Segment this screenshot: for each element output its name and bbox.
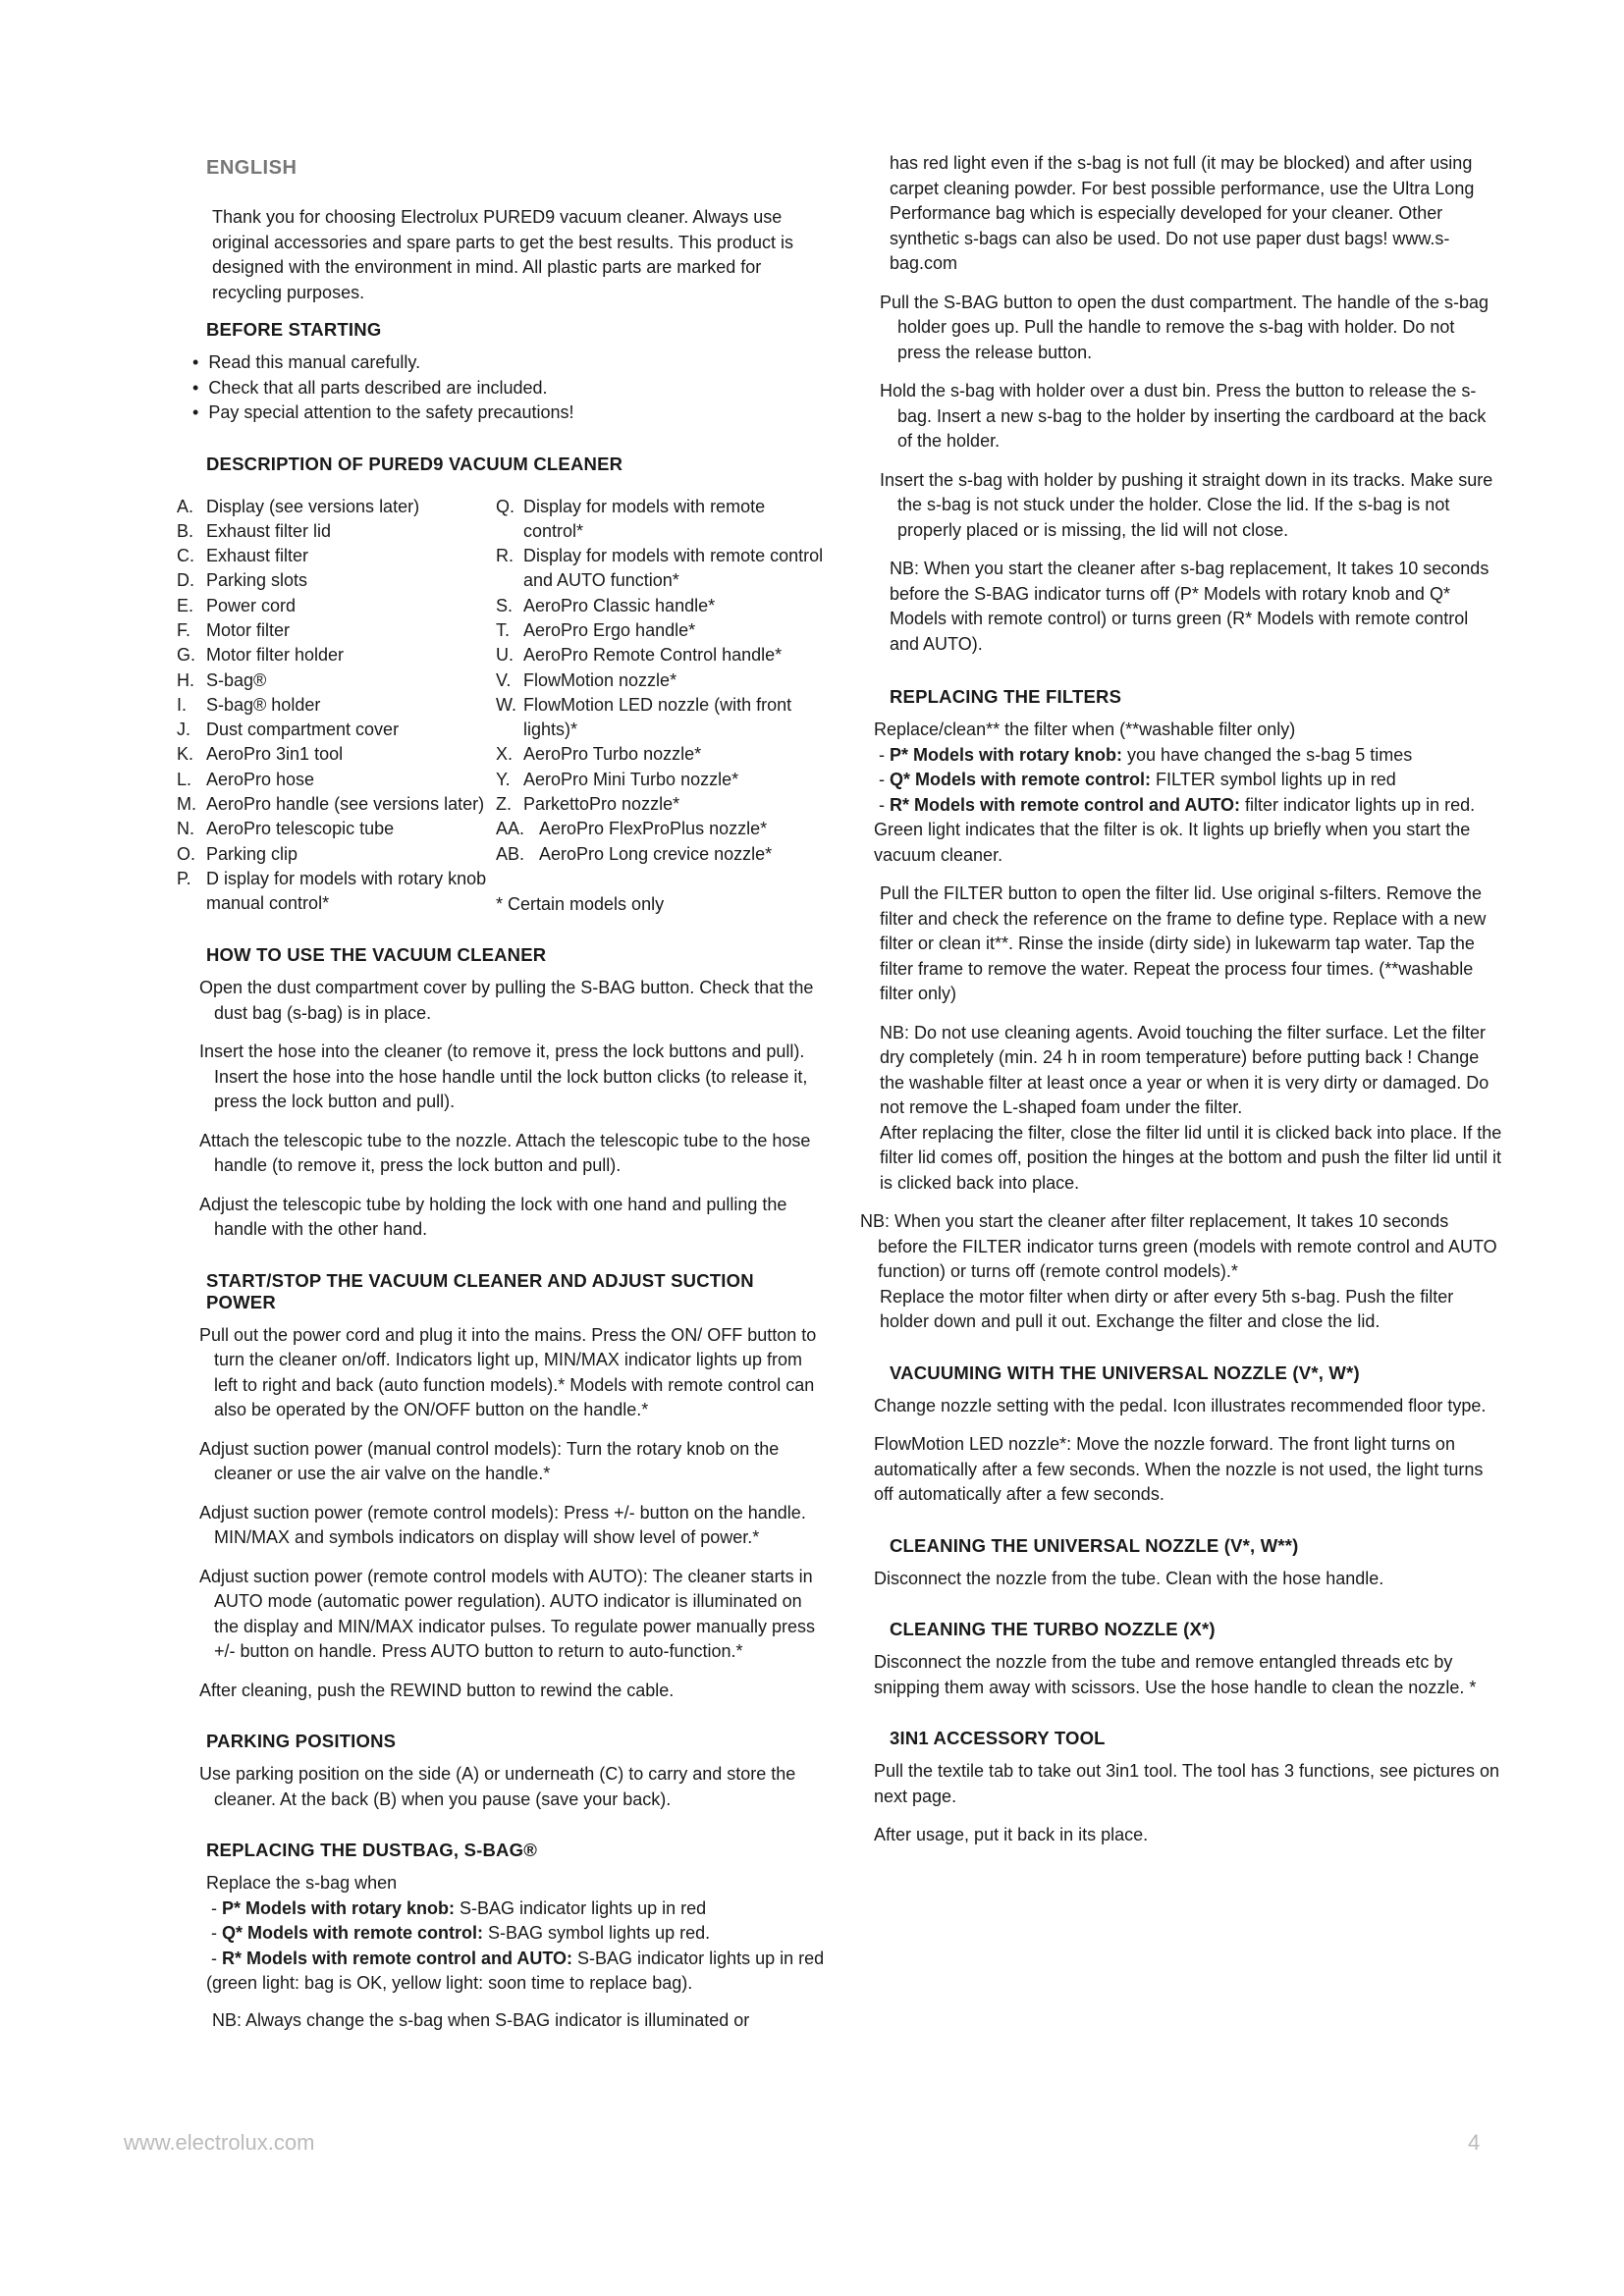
part-item [177,643,496,667]
filters-condition-p: - P* Models with rotary knob: you have changed the s-bag 5 times [874,744,1413,765]
filters-p-text: you have changed the s-bag 5 times [1122,744,1413,765]
part-item [177,495,496,519]
accessory-tool-paragraph: After usage, put it back in its place. [874,1825,1149,1844]
filters-title: REPLACING THE FILTERS [890,686,1122,707]
part-key: P. [177,868,191,888]
part-item [177,618,496,643]
part-key: R. [496,546,514,566]
dustbag-conditions [177,1896,825,1997]
part-item [177,867,496,917]
part-key: Q. [496,496,515,516]
part-item [496,544,825,594]
part-item [496,618,825,643]
part-key: W. [496,694,516,715]
part-label: ParkettoPro nozzle* [523,794,680,815]
filters-nb: NB: When you start the cleaner after filter replacement, It takes 10 seconds before the FILTER indicator turns green (models with remote control and AUTO function) or turns off (remote control models).* [860,1211,1497,1281]
start-stop-paragraph: Adjust suction power (manual control models): Turn the rotary knob on the cleaner or use the air valve on the handle.* [199,1438,780,1484]
accessory-tool-paragraph: Pull the textile tab to take out 3in1 tool. The tool has 3 functions, see pictures on next page. [874,1761,1500,1806]
part-item [177,668,496,693]
how-to-use-paragraph: Adjust the telescopic tube by holding the lock with one hand and pulling the handle with the other hand. [199,1194,787,1240]
parts-column-2 [496,495,825,918]
part-item [496,842,825,867]
filters-q-text: FILTER symbol lights up in red [1151,770,1396,789]
sbag-step: Insert the s-bag with holder by pushing it straight down in its tracks. Make sure the s-bag is not stuck under the holder. Close the lid. If the s-bag is not properly placed or is missing, the lid will not close. [880,469,1493,540]
filters-section [860,686,1502,1335]
sbag-step: Hold the s-bag with holder over a dust bin. Press the button to release the s-bag. Insert a new s-bag to the holder by inserting the cardboard at the back of the holder. [880,381,1487,451]
part-key: D. [177,570,194,591]
right-column [860,153,1502,1876]
dustbag-condition-q: - Q* Models with remote control: S-BAG symbol lights up red. [206,1923,711,1944]
part-item [177,519,496,544]
part-key: A. [177,496,194,516]
dustbag-p-text: S-BAG indicator lights up in red [455,1897,707,1918]
part-item [496,693,825,743]
dustbag-r-text: S-BAG indicator lights up in red (green light: bag is OK, yellow light: soon time to replace bag). [206,1948,825,1994]
part-key: U. [496,645,514,666]
part-label: AeroPro Ergo handle* [523,619,696,640]
part-key: H. [177,669,194,690]
part-label: Motor filter [206,619,291,640]
how-to-use-paragraph: Insert the hose into the cleaner (to remove it, press the lock buttons and pull). Insert the hose into the hose handle until the lock button clicks (to release it, press the lock button and pull). [199,1041,808,1112]
part-key: I. [177,694,188,715]
clean-universal-title: CLEANING THE UNIVERSAL NOZZLE (V*, W**) [890,1534,1299,1556]
start-stop-paragraph: Adjust suction power (remote control models): Press +/- button on the handle. MIN/MAX and symbols indicators on display will show level of power.* [199,1502,806,1548]
sbag-continued-text: has red light even if the s-bag is not full (it may be blocked) and after using carpet cleaning powder. For best possible performance, use the Ultra Long Performance bag which is especially developed for your cleaner. Other synthetic s-bags can also be used. Do not use paper dust bags! www.s-bag.com [890,153,1475,273]
dustbag-nb: NB: Always change the s-bag when S-BAG indicator is illuminated or [212,2009,750,2030]
part-item [177,842,496,867]
filters-step: Pull the FILTER button to open the filter lid. Use original s-filters. Remove the filter and check the reference on the frame to define type. Replace with a new filter or clean it**. Rinse the inside (dirty side) in lukewarm tap water. Tap the filter frame to remove the water. Repeat the process four times. (**washable filter only) [880,883,1487,1003]
before-starting-title: BEFORE STARTING [206,319,382,340]
part-label: AeroPro Remote Control handle* [523,645,783,666]
filters-q-label: Q* Models with remote control: [890,770,1152,789]
start-stop-paragraph: Adjust suction power (remote control models with AUTO): The cleaner starts in AUTO mode (automatic power regulation). AUTO indicator is illuminated on the display and MIN/MAX indicator pulses. To regulate power manually press +/- button on handle. Press AUTO button to return to auto-function.* [199,1566,815,1662]
filters-r-label: R* Models with remote control and AUTO: [890,794,1241,815]
dustbag-section [177,1840,825,2033]
part-key: F. [177,619,191,640]
filters-nb-care: NB: Do not use cleaning agents. Avoid touching the filter surface. Let the filter dry completely (min. 24 h in room temperature) before putting back ! Change the washable filter at least once a year or when it is very dirty or damaged. Do not remove the L-shaped foam under the filter. [880,1022,1489,1117]
before-bullet: • Check that all parts described are included. [177,376,825,401]
parking-paragraph: Use parking position on the side (A) or underneath (C) to carry and store the cleaner. At the back (B) when you pause (save your back). [199,1764,796,1809]
filters-p-label: P* Models with rotary knob: [890,744,1123,765]
part-key: AA. [496,819,525,839]
part-item [177,742,496,767]
left-column [177,157,825,2060]
part-item [177,693,496,718]
part-key: M. [177,794,196,815]
part-item [177,817,496,841]
part-label: Parking slots [206,570,308,591]
description-section [177,454,825,918]
certain-models-note: * Certain models only [496,893,665,914]
sbag-step: Pull the S-BAG button to open the dust compartment. The handle of the s-bag holder goes up. Pull the handle to remove the s-bag with holder. Do not press the release button. [880,292,1489,362]
start-stop-section [177,1270,825,1704]
part-label: Power cord [206,595,297,615]
part-key: O. [177,843,196,864]
dustbag-q-text: S-BAG symbol lights up red. [483,1923,711,1944]
part-item [177,768,496,792]
part-label: AeroPro FlexProPlus nozzle* [539,819,768,839]
part-item [496,495,825,545]
filters-r-text: filter indicator lights up in red. Green light indicates that the filter is ok. It lights up briefly when you start the vacuum cleaner. [874,794,1476,865]
part-label: FlowMotion nozzle* [523,669,677,690]
part-key: B. [177,520,194,541]
part-item [177,544,496,568]
part-item [496,742,825,767]
part-key: N. [177,819,194,839]
part-label: Dust compartment cover [206,720,400,740]
part-key: X. [496,744,514,765]
universal-nozzle-paragraph: FlowMotion LED nozzle*: Move the nozzle forward. The front light turns on automatically after a few seconds. When the nozzle is not used, the light turns off automatically after a few seconds. [874,1434,1484,1504]
start-stop-paragraph: Pull out the power cord and plug it into the mains. Press the ON/ OFF button to turn the cleaner on/off. Indicators light up, MIN/MAX indicator lights up from left to right and back (auto function models).* Models with remote control can also be operated by the ON/OFF button on the handle.* [199,1324,817,1420]
filters-condition-r: - R* Models with remote control and AUTO: filter indicator lights up in red. Green light indicates that the filter is ok. It lights up briefly when you start the vacuum cleaner. [874,794,1476,865]
part-item [496,817,825,841]
part-key: Y. [496,769,511,789]
dustbag-title: REPLACING THE DUSTBAG, S-BAG® [206,1840,538,1861]
part-label: AeroPro Classic handle* [523,595,716,615]
part-label: Display (see versions later) [206,496,420,516]
part-label: Exhaust filter [206,546,309,566]
turbo-nozzle-title: CLEANING THE TURBO NOZZLE (X*) [890,1619,1216,1639]
parts-list [177,495,825,918]
how-to-use-section [177,944,825,1243]
part-item [496,594,825,618]
dustbag-r-label: R* Models with remote control and AUTO: [222,1948,573,1968]
universal-nozzle-section [874,1362,1502,1508]
part-label: Parking clip [206,843,298,864]
part-key: E. [177,595,194,615]
footer-website-link[interactable]: www.electrolux.com [124,2130,315,2155]
before-bullet: • Read this manual carefully. [177,350,825,376]
motor-filter-text: Replace the motor filter when dirty or after every 5th s-bag. Push the filter holder down and pull it out. Exchange the filter and close the lid. [880,1286,1454,1331]
filters-conditions [874,743,1502,869]
clean-universal-section [874,1535,1502,1592]
parking-title: PARKING POSITIONS [206,1731,397,1752]
before-starting-section [177,319,825,426]
parking-section [177,1731,825,1812]
part-key: C. [177,546,194,566]
part-label: S-bag® holder [206,694,321,715]
part-item [496,768,825,792]
part-label: Display for models with remote control* [523,496,766,541]
accessory-tool-section [874,1728,1502,1848]
start-stop-title: START/STOP THE VACUUM CLEANER AND ADJUST SUCTION POWER [206,1269,754,1312]
part-key: K. [177,744,194,765]
how-to-use-title: HOW TO USE THE VACUUM CLEANER [206,944,547,966]
dustbag-q-label: Q* Models with remote control: [222,1923,484,1944]
part-item [496,792,825,817]
intro-text: Thank you for choosing Electrolux PURED9 vacuum cleaner. Always use original accessories and spare parts to get the best results. This product is designed with the environment in mind. All plastic parts are marked for recycling purposes. [212,207,793,302]
part-label: AeroPro Long crevice nozzle* [539,843,773,864]
turbo-nozzle-paragraph: Disconnect the nozzle from the tube and remove entangled threads etc by snipping them away with scissors. Use the hose handle to clean the nozzle. * [874,1652,1477,1697]
part-label: AeroPro Turbo nozzle* [523,744,702,765]
part-item [177,568,496,593]
part-label: D isplay for models with rotary knob manual control* [206,868,487,914]
part-key: AB. [496,843,525,864]
part-item [496,643,825,667]
part-item [177,792,496,817]
accessory-tool-title: 3IN1 ACCESSORY TOOL [890,1728,1106,1748]
dustbag-p-label: P* Models with rotary knob: [222,1897,456,1918]
part-label: AeroPro telescopic tube [206,819,395,839]
page-number: 4 [1468,2130,1481,2155]
part-item [496,668,825,693]
universal-nozzle-paragraph: Change nozzle setting with the pedal. Icon illustrates recommended floor type. [874,1395,1487,1415]
part-item [177,594,496,618]
dustbag-condition-r: - R* Models with remote control and AUTO: S-BAG indicator lights up in red (green light: bag is OK, yellow light: soon time to replace bag). [206,1948,825,1994]
part-key: G. [177,645,196,666]
part-label: FlowMotion LED nozzle (with front lights)* [523,694,792,740]
how-to-use-paragraph: Open the dust compartment cover by pulling the S-BAG button. Check that the dust bag (s-bag) is in place. [199,978,814,1023]
description-title: DESCRIPTION OF PURED9 VACUUM CLEANER [206,453,623,474]
part-label: AeroPro Mini Turbo nozzle* [523,769,739,789]
part-key: S. [496,595,514,615]
start-stop-paragraph: After cleaning, push the REWIND button to rewind the cable. [199,1680,675,1700]
filters-lead: Replace/clean** the filter when (**washable filter only) [874,720,1296,739]
before-bullet: • Pay special attention to the safety precautions! [177,400,825,426]
part-key: T. [496,619,511,640]
sbag-nb: NB: When you start the cleaner after s-bag replacement, It takes 10 seconds before the S-BAG indicator turns off (P* Models with rotary knob and Q* Models with remote control) or turns green (R* Models with remote control and AUTO). [890,559,1489,654]
part-label: AeroPro 3in1 tool [206,744,344,765]
part-label: Exhaust filter lid [206,520,332,541]
parts-column-1 [177,495,496,918]
dustbag-lead: Replace the s-bag when [206,1873,398,1894]
dustbag-condition-p: - P* Models with rotary knob: S-BAG indicator lights up in red [206,1897,707,1918]
universal-nozzle-title: VACUUMING WITH THE UNIVERSAL NOZZLE (V*, W*) [890,1362,1360,1383]
how-to-use-paragraph: Attach the telescopic tube to the nozzle. Attach the telescopic tube to the hose handle (to remove it, press the lock button and pull). [199,1130,811,1176]
filters-step: After replacing the filter, close the filter lid until it is clicked back into place. If the filter lid comes off, position the hinges at the bottom and push the filter lid until it is clicked back into place. [880,1122,1502,1193]
clean-universal-paragraph: Disconnect the nozzle from the tube. Clean with the hose handle. [874,1568,1384,1588]
part-item [177,718,496,742]
language-heading: ENGLISH [206,157,298,179]
part-label: Display for models with remote control and AUTO function* [523,546,824,591]
part-key: J. [177,720,191,740]
part-label: S-bag® [206,669,267,690]
part-key: Z. [496,794,512,815]
part-label: AeroPro handle (see versions later) [206,794,485,815]
part-key: L. [177,769,192,789]
part-label: Motor filter holder [206,645,345,666]
filters-condition-q: - Q* Models with remote control: FILTER symbol lights up in red [874,770,1396,789]
turbo-nozzle-section [874,1619,1502,1700]
part-label: AeroPro hose [206,769,315,789]
part-key: V. [496,669,512,690]
